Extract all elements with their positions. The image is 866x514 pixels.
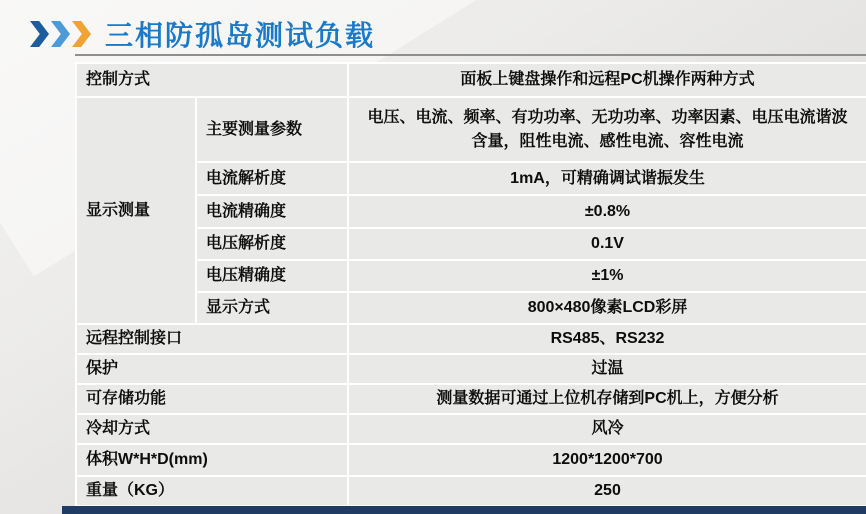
row-value: 过温 [348,354,866,384]
page-title: 三相防孤岛测试负载 [105,21,376,52]
row-label: 体积W*H*D(mm) [76,444,348,476]
table-row [76,63,866,97]
chevron-icon [51,21,70,47]
row-value: 800×480像素LCD彩屏 [348,292,866,324]
spec-table [75,62,866,507]
table-row [76,384,866,414]
chevron-icon [72,21,91,47]
row-value: RS485、RS232 [348,324,866,354]
row-label: 冷却方式 [76,414,348,444]
table-row [76,444,866,476]
row-value: 0.1V [348,228,866,260]
title-underline-divider [75,54,866,56]
row-label: 电压精确度 [196,260,348,292]
table-row [76,354,866,384]
row-value: 面板上键盘操作和远程PC机操作两种方式 [348,63,866,97]
row-label: 电压解析度 [196,228,348,260]
row-value: 风冷 [348,414,866,444]
row-value: 1mA，可精确调试谐振发生 [348,162,866,195]
row-label: 可存储功能 [76,384,348,414]
row-value: ±0.8% [348,195,866,228]
row-label: 显示方式 [196,292,348,324]
row-value: 电压、电流、频率、有功功率、无功功率、功率因素、电压电流谐波含量，阻性电流、感性电流、容性电流 [348,97,866,162]
table-row [76,97,866,162]
row-label: 电流精确度 [196,195,348,228]
row-label: 保护 [76,354,348,384]
chevron-icon [30,21,49,47]
row-label: 电流解析度 [196,162,348,195]
row-value: ±1% [348,260,866,292]
header [30,14,375,54]
row-value: 1200*1200*700 [348,444,866,476]
title-chevrons [30,21,93,47]
row-label: 远程控制接口 [76,324,348,354]
row-label: 重量（KG） [76,476,348,506]
table-row [76,414,866,444]
table-row [76,324,866,354]
table-row [76,476,866,506]
footer-bar [62,506,866,514]
row-label: 控制方式 [76,63,348,97]
row-value: 250 [348,476,866,506]
row-value: 测量数据可通过上位机存储到PC机上，方便分析 [348,384,866,414]
row-label: 主要测量参数 [196,97,348,162]
group-label: 显示测量 [76,97,196,324]
